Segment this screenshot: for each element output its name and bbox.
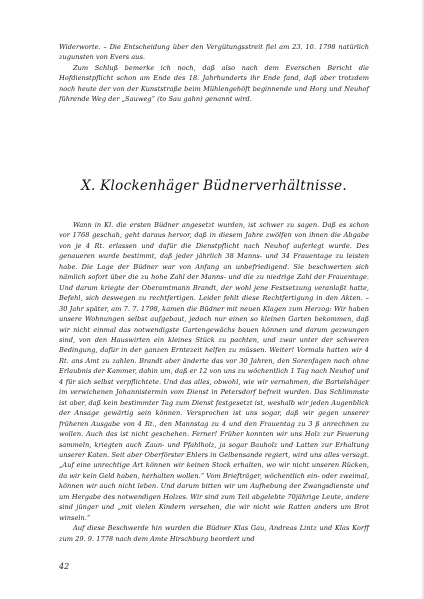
body-paragraph-2: Auf diese Beschwerde hin wurden die Büdner Klas Gau, Andreas Lintz und Klas Korff zum 29. 9. 1778 nach dem Amte Hirschburg beordert und: [59, 524, 369, 543]
page-number: 42: [59, 562, 70, 571]
section-heading: X. Klockenhäger Büdnerverhältnisse.: [81, 178, 347, 194]
top-text-block: [59, 42, 369, 105]
body-paragraph-1: Wann in Kl. die ersten Büdner angesetzt wurden, ist schwer zu sagen. Daß es schon vor 1768 geschah, geht daraus hervor, daß in diesem Jahre zwölfen von ihnen die Abgabe von je 4 Rt. erlassen und dafür die Dienstpflicht nach Neuhof auferlegt wurde. Des genaueren wurde bestimmt, daß jeder jährlich 38 Manns- und 34 Frauentage zu leisten habe. Die Lage der Büdner war von Anfang an unbefriedigend. Sie beschwerten sich nämlich sofort über die zu hohe Zahl der Manns- und die zu niedrige Zahl der Frauentage. Und darum kriegte der Oberamtmann Brandt, der wohl jene Festsetzung veranlaßt hatte, Befehl, sich deswegen zu rechtfertigen. Leider fehlt diese Rechtfertigung in den Akten. – 30 Jahr später, am 7. 7. 1798, kamen die Büdner mit neuen Klagen zum Herzog: Wir haben unsere Wohnungen selbst aufgebaut, jedoch nur einen so kleinen Garten bekommen, daß wir nicht einmal das notwendigste Gartengewächs bauen können und darum gezwungen sind, von den Hauswirten ein kleines Stück zu pachten, und zwar unter der schweren Bedingung, dafür in der ganzen Erntezeit helfen zu müssen. Weiter! Vormals hatten wir 4 Rt. ans Amt zu zahlen. Brandt aber änderte das vor 30 Jahren, den Sorenfagen nach ohne Erlaubnis der Kammer, dahin um, daß er 12 von uns zu wöchentlich 1 Tag nach Neuhof und 4 für sich selbst verpflichtete. Und das alles, obwohl, wie wir vernahmen, die Bartelshäger im verwichenen Johannistermin vom Dienst in Petersdorf befreit wurden. Das Schlimmste ist aber, daß kein bestimmter Tag zum Dienst festgesetzt ist, weshalb wir jeden Augenblick der Ansage gewärtig sein können. Versprochen ist uns sogar, daß wir gegen unserer früheren Ausgabe von 4 Rt., den Mannstag zu 4 und den Frauentag zu 3 ß anrechnen zu wollen. Auch das ist nicht geschehen. Ferner! Früher konnten wir uns Holz zur Feuerung sammeln, kriegten auch Zaun- und Pfahlholz, ja sogar Bauholz und Latten zur Erhaltung unserer Katen. Seit aber Oberförster Ehlers in Gelbensande regiert, wird uns alles versagt. „Auf eine unrechtige Art können wir keinen Stock erhalten, wo wir nicht unseren Rücken, da wir kein Geld haben, herhalten wollen.“ Vom Briefträger, wöchentlich ein- oder zweimal, können wir auch nicht leben. Und darum bitten wir um Aufhebung der Zwangsdienste und um Hergabe des notwendigen Holzes. Wir sind zum Teil abgelebte 70jährige Leute, andere sind jünger und „mit vielen Kindern versehen, die wir nicht wie Ratten anders um Brot winseln.“: [59, 221, 369, 522]
top-paragraph-1: Widerworte. – Die Entscheidung über den Vergütungsstreit fiel am 23. 10. 1798 natürlich zugunsten von Evers aus.: [59, 43, 369, 62]
body-text-block: [59, 220, 369, 544]
top-paragraph-2: Zum Schluß bemerke ich noch, daß also nach dem Everschen Bericht die Hofdienstpflicht schon am Ende des 18. Jahrhunderts ihr Ende fand, daß aber trotzdem noch heute der von der Kunststraße beim Mühlengehöft beginnende und Horg und Neuhof führende Weg der „Sauweg“ (to Sau gahn) genannt wird.: [59, 63, 369, 104]
